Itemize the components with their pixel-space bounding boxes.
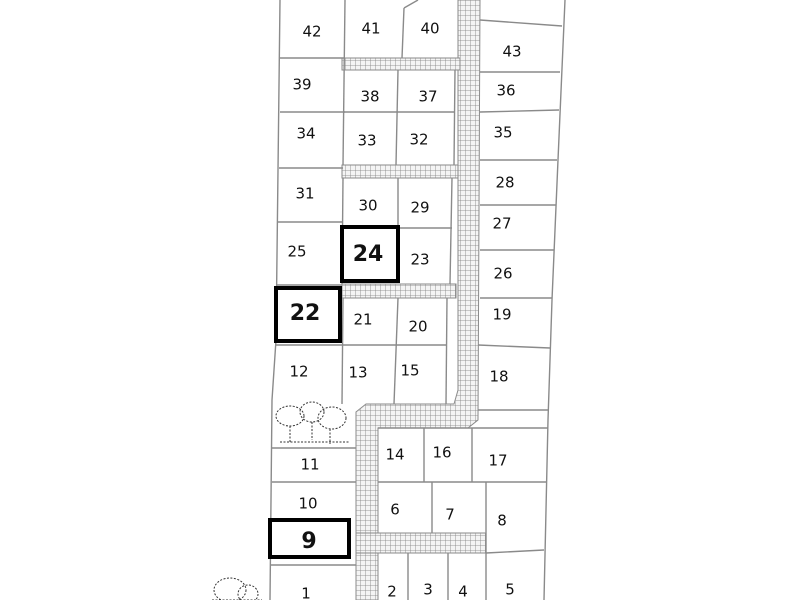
lot-4-label[interactable]: 4 (458, 582, 468, 600)
lot-24-label[interactable]: 24 (352, 242, 384, 267)
lot-1-label[interactable]: 1 (301, 584, 311, 600)
lot-16-label[interactable]: 16 (432, 443, 452, 462)
lot-6-label[interactable]: 6 (390, 500, 400, 519)
lot-41-label[interactable]: 41 (361, 19, 381, 38)
lot-22-label[interactable]: 22 (289, 301, 321, 326)
lot-10-label[interactable]: 10 (298, 494, 318, 513)
lot-35-label[interactable]: 35 (493, 123, 513, 142)
lower-branch-walkway (356, 533, 486, 553)
lot-27-label[interactable]: 27 (492, 214, 512, 233)
lot-17-label[interactable]: 17 (488, 451, 508, 470)
lot-31-label[interactable]: 31 (295, 184, 315, 203)
lot-19-label[interactable]: 19 (492, 305, 512, 324)
lot-32-label[interactable]: 32 (409, 130, 429, 149)
lot-14-label[interactable]: 14 (385, 445, 405, 464)
lot-43-label[interactable]: 43 (502, 42, 522, 61)
highlighted-lots (270, 227, 398, 557)
lot-5-label[interactable]: 5 (505, 580, 515, 599)
lot-3-label[interactable]: 3 (423, 580, 433, 599)
lot-15-label[interactable]: 15 (400, 361, 420, 380)
branch-walkway-top (342, 58, 460, 70)
lot-42-label[interactable]: 42 (302, 22, 322, 41)
lot-29-label[interactable]: 29 (410, 198, 430, 217)
lot-11-label[interactable]: 11 (300, 455, 320, 474)
lot-2-label[interactable]: 2 (387, 582, 397, 600)
lot-12-label[interactable]: 12 (289, 362, 309, 381)
lot-26-label[interactable]: 26 (493, 264, 513, 283)
lot-20-label[interactable]: 20 (408, 317, 428, 336)
lot-9-label[interactable]: 9 (301, 529, 317, 554)
lot-36-label[interactable]: 36 (496, 81, 516, 100)
lot-18-label[interactable]: 18 (489, 367, 509, 386)
lot-39-label[interactable]: 39 (292, 75, 312, 94)
lot-30-label[interactable]: 30 (358, 196, 378, 215)
lot-13-label[interactable]: 13 (348, 363, 368, 382)
lot-8-label[interactable]: 8 (497, 511, 507, 530)
lot-25-label[interactable]: 25 (287, 242, 307, 261)
branch-walkway-lower (342, 284, 456, 298)
lot-34-label[interactable]: 34 (296, 124, 316, 143)
lot-23-label[interactable]: 23 (410, 250, 430, 269)
lot-38-label[interactable]: 38 (360, 87, 380, 106)
lot-37-label[interactable]: 37 (418, 87, 438, 106)
lot-28-label[interactable]: 28 (495, 173, 515, 192)
lot-40-label[interactable]: 40 (420, 19, 440, 38)
lot-21-label[interactable]: 21 (353, 310, 373, 329)
lot-33-label[interactable]: 33 (357, 131, 377, 150)
tree-icon (212, 578, 262, 600)
tree-icon (276, 402, 350, 444)
lot-7-label[interactable]: 7 (445, 505, 455, 524)
branch-walkway-mid (342, 165, 458, 178)
